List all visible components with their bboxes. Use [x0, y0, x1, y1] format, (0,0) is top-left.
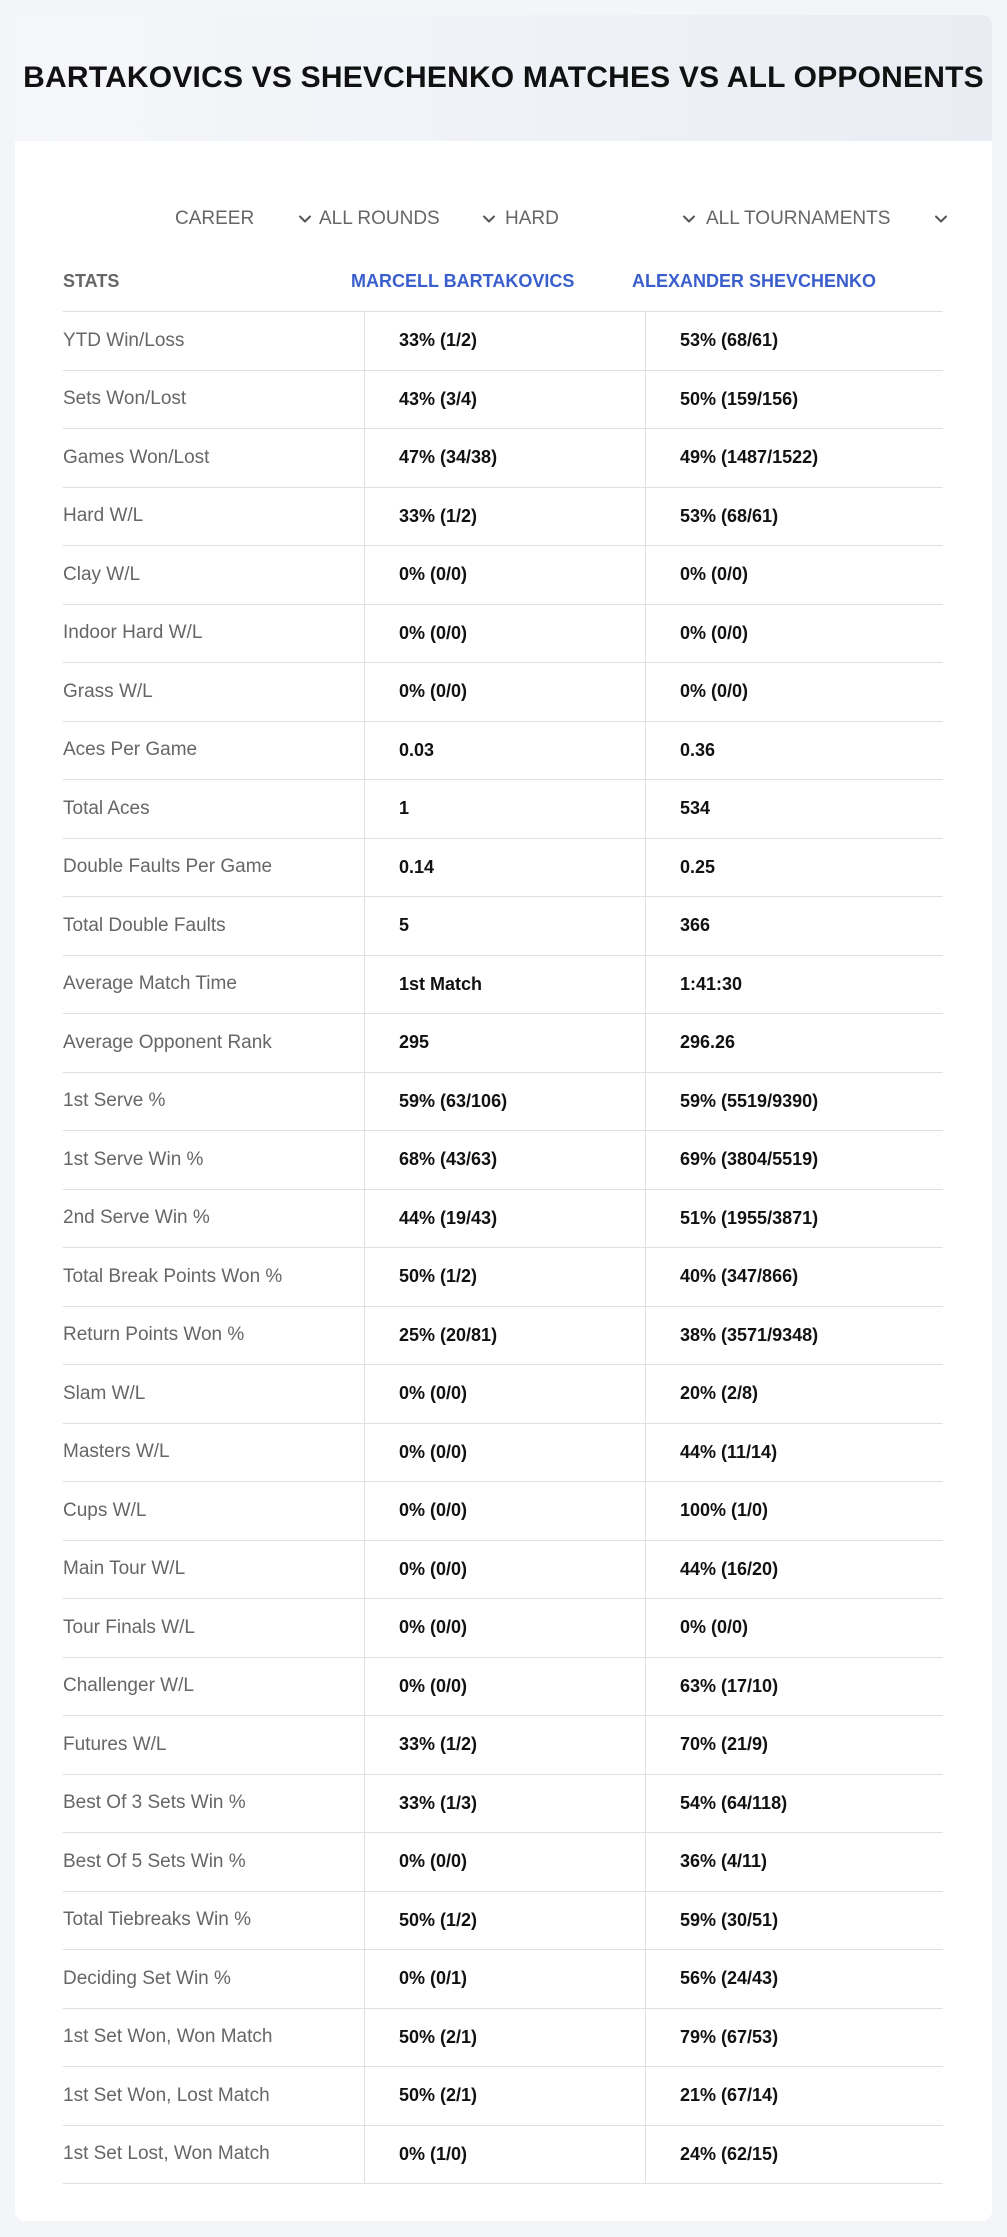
table-row	[63, 2009, 943, 2068]
player2-stat-value: 53% (68/61)	[680, 505, 779, 526]
table-row	[63, 1424, 943, 1483]
surface-select[interactable]	[505, 189, 705, 249]
player2-stat-value: 0.36	[680, 739, 716, 760]
player1-stat-value: 33% (1/3)	[399, 1792, 478, 1813]
stat-label: Futures W/L	[63, 1733, 167, 1755]
stat-label: Total Break Points Won %	[63, 1265, 283, 1287]
player1-stat-value: 0.03	[399, 739, 435, 760]
player1-stat-value: 0% (0/0)	[399, 1617, 468, 1638]
chevron-down-icon	[482, 212, 496, 226]
player1-stat-value: 5	[399, 915, 410, 936]
page-title: BARTAKOVICS VS SHEVCHENKO MATCHES VS ALL OPPONENTS	[23, 61, 984, 94]
player1-stat-value: 25% (20/81)	[399, 1324, 498, 1345]
chevron-down-icon	[298, 212, 312, 226]
stat-label: YTD Win/Loss	[63, 329, 185, 351]
player1-stat-value: 33% (1/2)	[399, 505, 478, 526]
table-row	[63, 1892, 943, 1951]
player2-stat-value: 0.25	[680, 856, 716, 877]
player2-stat-value: 0% (0/0)	[680, 681, 749, 702]
player1-stat-value: 0% (1/0)	[399, 2143, 468, 2164]
stat-label: Best Of 3 Sets Win %	[63, 1792, 246, 1814]
player2-stat-value: 20% (2/8)	[680, 1383, 759, 1404]
column-divider	[364, 312, 365, 2184]
player1-stat-value: 0% (0/0)	[399, 622, 468, 643]
player1-stat-value: 1	[399, 798, 410, 819]
stat-label: Main Tour W/L	[63, 1558, 186, 1580]
stat-label: 1st Serve Win %	[63, 1148, 204, 1170]
stat-label: Double Faults Per Game	[63, 856, 273, 878]
table-row	[63, 1073, 943, 1132]
table-row	[63, 1131, 943, 1190]
table-row	[63, 1190, 943, 1249]
table-row	[63, 1599, 943, 1658]
stat-label: Total Aces	[63, 797, 150, 819]
player2-stat-value: 44% (11/14)	[680, 1441, 778, 1462]
stats-column-header: STATS	[63, 271, 120, 291]
stat-label: 2nd Serve Win %	[63, 1207, 210, 1229]
player1-stat-value: 295	[399, 1032, 430, 1053]
table-row	[63, 956, 943, 1015]
table-row	[63, 1775, 943, 1834]
player1-stat-value: 0% (0/0)	[399, 681, 468, 702]
stat-label: Masters W/L	[63, 1441, 170, 1463]
player1-stat-value: 43% (3/4)	[399, 388, 478, 409]
player2-stat-value: 54% (64/118)	[680, 1792, 788, 1813]
player2-stat-value: 24% (62/15)	[680, 2143, 779, 2164]
chevron-down-icon	[682, 212, 696, 226]
table-row	[63, 1716, 943, 1775]
player1-stat-value: 50% (1/2)	[399, 1266, 478, 1287]
player2-stat-value: 100% (1/0)	[680, 1500, 769, 1521]
player2-stat-value: 0% (0/0)	[680, 564, 749, 585]
player1-stat-value: 33% (1/2)	[399, 1734, 478, 1755]
table-row	[63, 1658, 943, 1717]
player2-stat-value: 69% (3804/5519)	[680, 1149, 819, 1170]
table-row	[63, 1307, 943, 1366]
stat-label: 1st Set Won, Won Match	[63, 2026, 273, 2048]
stat-label: 1st Set Won, Lost Match	[63, 2084, 270, 2106]
player1-stat-value: 0% (0/0)	[399, 1558, 468, 1579]
table-row	[63, 2126, 943, 2185]
table-row	[63, 488, 943, 547]
stat-label: 1st Serve %	[63, 1090, 166, 1112]
stat-label: Indoor Hard W/L	[63, 622, 203, 644]
player2-column-header[interactable]: ALEXANDER SHEVCHENKO	[632, 271, 877, 291]
player2-stat-value: 40% (347/866)	[680, 1266, 799, 1287]
column-divider	[645, 312, 646, 2184]
stat-label: Tour Finals W/L	[63, 1616, 195, 1638]
tournaments-select[interactable]	[706, 189, 956, 249]
stat-label: Challenger W/L	[63, 1675, 194, 1697]
player2-stat-value: 50% (159/156)	[680, 388, 799, 409]
stat-label: Aces Per Game	[63, 739, 198, 761]
filter-bar	[15, 189, 992, 249]
player2-stat-value: 36% (4/11)	[680, 1851, 768, 1872]
player2-stat-value: 1:41:30	[680, 973, 743, 994]
player2-stat-value: 534	[680, 798, 711, 819]
player2-stat-value: 56% (24/43)	[680, 1968, 779, 1989]
player1-stat-value: 0.14	[399, 856, 435, 877]
table-row	[63, 546, 943, 605]
table-row	[63, 780, 943, 839]
player2-stat-value: 296.26	[680, 1032, 736, 1053]
player2-stat-value: 44% (16/20)	[680, 1558, 779, 1579]
stat-label: Total Tiebreaks Win %	[63, 1909, 251, 1931]
rounds-select[interactable]	[319, 189, 499, 249]
stats-card	[15, 15, 992, 2221]
player1-stat-value: 1st Match	[399, 973, 483, 994]
player2-stat-value: 63% (17/10)	[680, 1675, 779, 1696]
page-header	[15, 15, 992, 141]
chevron-down-icon	[934, 212, 948, 226]
stat-label: Cups W/L	[63, 1499, 147, 1521]
stat-label: Sets Won/Lost	[63, 388, 187, 410]
table-body	[63, 312, 943, 2184]
table-row	[63, 371, 943, 430]
stat-label: 1st Set Lost, Won Match	[63, 2143, 270, 2165]
player2-stat-value: 70% (21/9)	[680, 1734, 769, 1755]
table-row	[63, 2067, 943, 2126]
stat-label: Clay W/L	[63, 563, 141, 585]
stat-label: Deciding Set Win %	[63, 1967, 231, 1989]
player2-stat-value: 0% (0/0)	[680, 622, 749, 643]
table-row	[63, 663, 943, 722]
stat-label: Best Of 5 Sets Win %	[63, 1850, 246, 1872]
player2-stat-value: 79% (67/53)	[680, 2026, 779, 2047]
stats-table	[63, 249, 943, 2184]
table-row	[63, 1950, 943, 2009]
player1-stat-value: 50% (1/2)	[399, 1909, 478, 1930]
table-row	[63, 1482, 943, 1541]
player1-stat-value: 50% (2/1)	[399, 2085, 478, 2106]
surface-select-value: HARD	[505, 208, 559, 229]
player1-stat-value: 0% (0/0)	[399, 1383, 468, 1404]
player2-stat-value: 51% (1955/3871)	[680, 1207, 819, 1228]
table-row	[63, 1248, 943, 1307]
stat-label: Average Match Time	[63, 973, 237, 995]
player2-stat-value: 53% (68/61)	[680, 330, 779, 351]
player1-stat-value: 0% (0/0)	[399, 1441, 468, 1462]
period-select-value: CAREER	[175, 208, 255, 229]
player1-stat-value: 33% (1/2)	[399, 330, 478, 351]
player1-stat-value: 50% (2/1)	[399, 2026, 478, 2047]
player1-stat-value: 59% (63/106)	[399, 1090, 508, 1111]
period-select[interactable]	[175, 189, 315, 249]
table-row	[63, 1014, 943, 1073]
player2-stat-value: 0% (0/0)	[680, 1617, 749, 1638]
table-row	[63, 1541, 943, 1600]
player1-stat-value: 0% (0/0)	[399, 1675, 468, 1696]
table-row	[63, 1365, 943, 1424]
stat-label: Hard W/L	[63, 505, 144, 527]
table-row	[63, 312, 943, 371]
stat-label: Games Won/Lost	[63, 446, 210, 468]
stat-label: Return Points Won %	[63, 1324, 245, 1346]
player1-stat-value: 0% (0/0)	[399, 1851, 468, 1872]
player2-stat-value: 366	[680, 915, 711, 936]
player2-stat-value: 59% (5519/9390)	[680, 1090, 819, 1111]
player1-stat-value: 44% (19/43)	[399, 1207, 498, 1228]
stat-label: Average Opponent Rank	[63, 1031, 272, 1053]
table-row	[63, 897, 943, 956]
table-row	[63, 429, 943, 488]
table-row	[63, 1833, 943, 1892]
rounds-select-value: ALL ROUNDS	[319, 208, 440, 229]
player2-stat-value: 49% (1487/1522)	[680, 447, 819, 468]
stat-label: Total Double Faults	[63, 914, 226, 936]
player1-stat-value: 0% (0/1)	[399, 1968, 468, 1989]
stat-label: Grass W/L	[63, 680, 153, 702]
player2-stat-value: 59% (30/51)	[680, 1909, 779, 1930]
player2-stat-value: 38% (3571/9348)	[680, 1324, 819, 1345]
player2-stat-value: 21% (67/14)	[680, 2085, 779, 2106]
player1-column-header[interactable]: MARCELL BARTAKOVICS	[351, 271, 575, 291]
table-row	[63, 722, 943, 781]
player1-stat-value: 68% (43/63)	[399, 1149, 498, 1170]
player1-stat-value: 0% (0/0)	[399, 564, 468, 585]
table-row	[63, 605, 943, 664]
table-row	[63, 839, 943, 898]
player1-stat-value: 0% (0/0)	[399, 1500, 468, 1521]
stat-label: Slam W/L	[63, 1382, 146, 1404]
table-header	[63, 249, 943, 312]
player1-stat-value: 47% (34/38)	[399, 447, 498, 468]
tournaments-select-value: ALL TOURNAMENTS	[706, 208, 891, 229]
